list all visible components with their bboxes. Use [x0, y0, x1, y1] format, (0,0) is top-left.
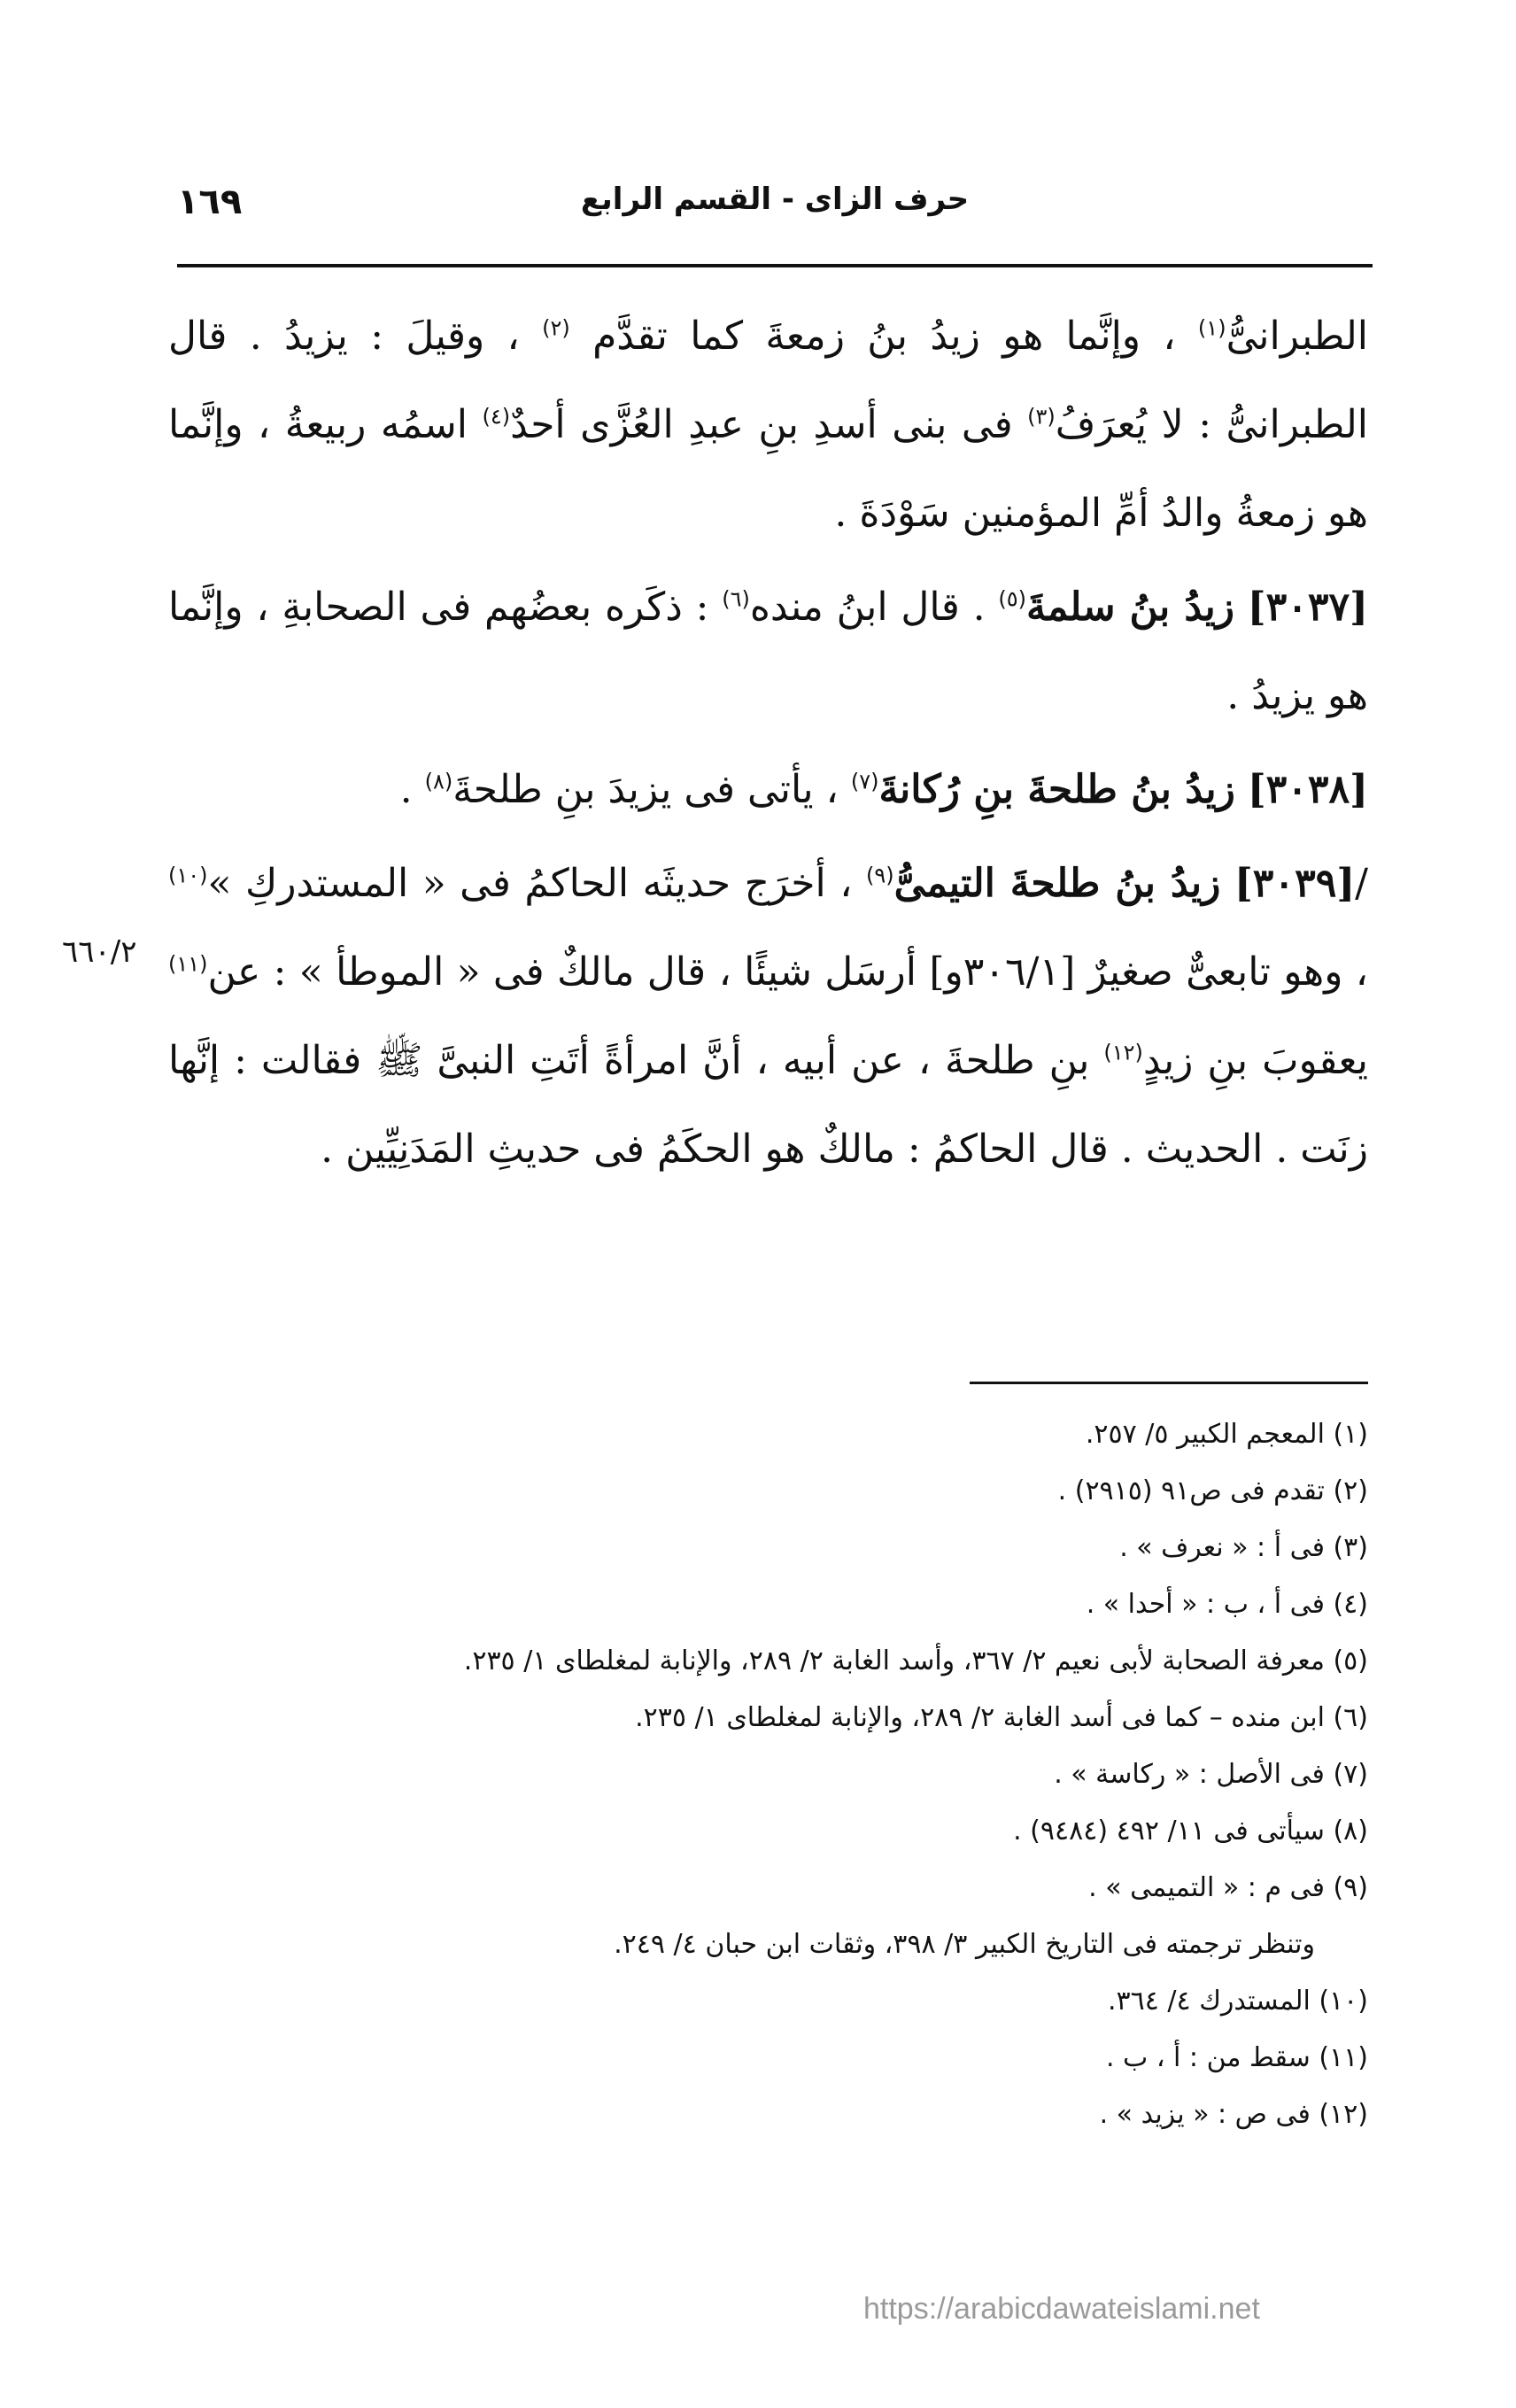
- footnote-1: (١) المعجم الكبير ٥/ ٢٥٧.: [1085, 1419, 1368, 1450]
- watermark-url: https://arabicdawateislami.net: [863, 2292, 1260, 2326]
- footnote-12: (١٢) فى ص : « يزيد » .: [1099, 2099, 1368, 2130]
- note-ref: (٤): [482, 404, 511, 430]
- footnotes: [221, 1406, 1368, 2143]
- text-span: يعقوبَ بنِ زيدٍ: [1142, 1038, 1369, 1083]
- note-ref: (١١): [168, 951, 208, 977]
- text-span: اسمُه ربيعةُ ، وإنَّما هو زمعةُ والدُ أمِّ المؤمنين سَوْدَةَ .: [168, 402, 1368, 536]
- footnote-7: (٧) فى الأصل : « ركاسة » .: [1054, 1759, 1368, 1790]
- header-rule: [177, 264, 1373, 267]
- note-ref: (٩): [865, 863, 894, 888]
- entry-number: [٣٠٣٩]: [1234, 861, 1356, 906]
- page-break-mark: /: [1355, 861, 1368, 906]
- footnote-9: (٩) فى م : « التميمى » .: [1088, 1872, 1368, 1903]
- footnote-6: (٦) ابن منده – كما فى أسد الغابة ٢/ ٢٨٩، والإنابة لمغلطاى ١/ ٢٣٥.: [635, 1702, 1368, 1733]
- note-ref: (٧): [850, 769, 879, 794]
- text-span: ، يأتى فى يزيدَ بنِ طلحةَ: [452, 767, 839, 812]
- text-span: ، وهو تابعىٌّ صغيرٌ [٣٠٦/١و] أرسَل شيئًا ، قال مالكٌ فى « الموطأ » : عن: [207, 949, 1369, 995]
- footnote-11: (١١) سقط من : أ ، ب .: [1105, 2042, 1368, 2073]
- entry-name: زيدُ بنُ سلمةَ: [1025, 585, 1234, 630]
- note-ref: (١٢): [1103, 1040, 1143, 1065]
- footnote-2: (٢) تقدم فى ص٩١ (٢٩١٥) .: [1057, 1475, 1368, 1506]
- page-number: ١٦٩: [177, 182, 243, 222]
- note-ref: (١): [1197, 315, 1226, 341]
- footnote-5: (٥) معرفة الصحابة لأبى نعيم ٢/ ٣٦٧، وأسد الغابة ٢/ ٢٨٩، والإنابة لمغلطاى ١/ ٢٣٥.: [463, 1645, 1368, 1676]
- text-span: .: [399, 767, 413, 812]
- note-ref: (٥): [998, 586, 1026, 612]
- note-ref: (١٠): [168, 863, 208, 888]
- running-title: حرف الزاى - القسم الرابع: [580, 182, 970, 217]
- entry-name: زيدُ بنُ طلحةَ بنِ رُكانةَ: [878, 767, 1235, 812]
- margin-page-reference: ٦٦٠/٢: [62, 934, 137, 970]
- entry-name: زيدُ بنُ طلحةَ التيمىُّ: [893, 861, 1221, 906]
- entry-number: [٣٠٣٨]: [1247, 767, 1368, 812]
- footnote-3: (٣) فى أ : « نعرف » .: [1119, 1532, 1368, 1563]
- main-text: [168, 292, 1368, 1194]
- text-span: ، وقيلَ : يزيدُ . قال الطبرانىُّ : لا يُعرَفُ: [168, 314, 1368, 447]
- note-ref: (٨): [424, 769, 453, 794]
- note-ref: (٣): [1027, 404, 1056, 430]
- entry-3038: [168, 746, 1368, 834]
- text-span: ، أخرَج حديثَه الحاكمُ فى « المستدركِ »: [207, 861, 853, 906]
- footnote-8: (٨) سيأتى فى ١١/ ٤٩٢ (٩٤٨٤) .: [1013, 1816, 1368, 1847]
- footnote-4: (٤) فى أ ، ب : « أحدا » .: [1086, 1589, 1368, 1620]
- text-span: بنِ طلحةَ ، عن أبيه ، أنَّ امرأةً أتَتِ النبىَّ ﷺ فقالت : إنَّها زنَت . الحديث . قال الحاكمُ : مالكٌ هو الحكَمُ فى حديثِ المَدَنِيِّين .: [168, 1038, 1368, 1172]
- text-span: : ذكَره بعضُهم فى الصحابةِ ، وإنَّما هو يزيدُ .: [168, 585, 1368, 718]
- note-ref: (٦): [722, 586, 750, 612]
- text-span: . قال ابنُ منده: [749, 585, 986, 630]
- text-span: فى بنى أسدِ بنِ عبدِ العُزَّى أحدٌ: [510, 402, 1013, 447]
- paragraph-continuation: [168, 292, 1368, 558]
- note-ref: (٢): [542, 315, 570, 341]
- running-header: [177, 182, 1373, 244]
- text-span: ، وإنَّما هو زيدُ بنُ زمعةَ كما تقدَّم: [592, 314, 1176, 359]
- entry-3037: [168, 563, 1368, 740]
- footnote-10: (١٠) المستدرك ٤/ ٣٦٤.: [1108, 1986, 1368, 2017]
- text-span: الطبرانىُّ: [1226, 314, 1368, 359]
- footnote-9-continuation: وتنظر ترجمته فى التاريخ الكبير ٣/ ٣٩٨، وثقات ابن حبان ٤/ ٢٤٩.: [614, 1929, 1315, 1960]
- footnote-rule: [970, 1382, 1368, 1384]
- entry-3039: [168, 840, 1368, 1194]
- entry-number: [٣٠٣٧]: [1247, 585, 1368, 630]
